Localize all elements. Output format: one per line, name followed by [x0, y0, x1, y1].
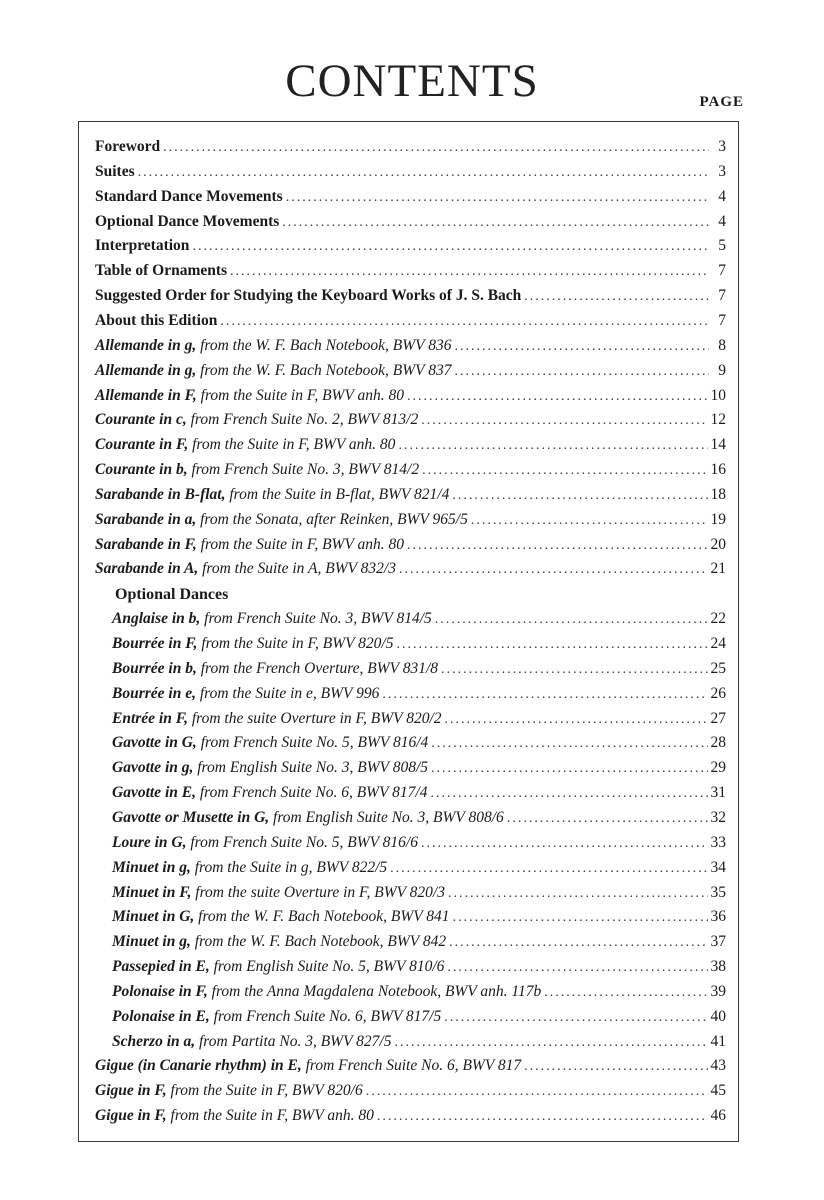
toc-entry-title	[112, 832, 418, 854]
piece-source: from the Suite in B-flat, BWV 821/4	[229, 485, 450, 503]
section-heading-optional-dances: Optional Dances	[115, 586, 229, 604]
piece-name: Bourrée in F,	[112, 635, 198, 652]
piece-name: Sarabande in a,	[95, 510, 197, 528]
toc-entry	[95, 385, 726, 407]
piece-source: from French Suite No. 6, BWV 817/4	[199, 784, 428, 802]
toc-entry-title	[112, 658, 438, 680]
dot-leader	[524, 1056, 707, 1078]
piece-name: Bourrée in e,	[112, 684, 196, 702]
toc-entry	[112, 782, 726, 804]
page-number: 41	[710, 1032, 726, 1050]
dot-leader	[430, 783, 707, 805]
piece-source: from French Suite No. 3, BWV 814/5	[204, 610, 432, 628]
toc-entry	[95, 235, 726, 257]
dot-leader	[286, 187, 709, 209]
toc-entry	[112, 906, 726, 928]
toc-entry	[112, 931, 726, 953]
toc-entry-title	[112, 633, 393, 655]
page-number: 7	[718, 262, 726, 280]
piece-name: Minuet in F,	[112, 883, 192, 901]
page-number: 4	[718, 187, 726, 205]
page-number: 19	[710, 510, 726, 528]
dot-leader	[449, 932, 707, 954]
toc-entry-title: Standard Dance Movements	[95, 187, 283, 205]
toc-entry-title	[112, 882, 445, 904]
piece-source: from French Suite No. 2, BWV 813/2	[190, 411, 419, 429]
piece-source: from the suite Overture in F, BWV 820/3	[195, 883, 445, 901]
toc-entry	[95, 310, 726, 332]
page-number: 20	[710, 535, 726, 553]
dot-leader	[441, 659, 707, 681]
toc-entry	[112, 757, 726, 779]
piece-name: Sarabande in F,	[95, 535, 197, 553]
toc-entry-title: Suggested Order for Studying the Keyboard Works of J. S. Bach	[95, 287, 522, 305]
page-number: 46	[710, 1107, 726, 1125]
piece-name: Polonaise in E,	[112, 1007, 210, 1025]
dot-leader	[453, 907, 708, 929]
toc-entry	[95, 260, 726, 282]
toc-entry	[95, 459, 726, 481]
piece-name: Loure in G,	[112, 833, 187, 851]
piece-name: Allemande in g,	[95, 336, 197, 354]
toc-entry-title	[95, 434, 395, 456]
page-number: 33	[710, 833, 726, 851]
page-number: 3	[718, 138, 726, 155]
page-number: 5	[718, 237, 726, 255]
page-number: 24	[710, 635, 726, 652]
page-number: 9	[718, 361, 726, 379]
dot-leader	[396, 634, 707, 656]
piece-source: from the Suite in F, BWV 820/6	[170, 1082, 363, 1100]
page-number: 7	[718, 311, 726, 329]
toc-entry	[112, 882, 726, 904]
piece-name: Courante in F,	[95, 436, 189, 454]
piece-source: from the Suite in F, BWV anh. 80	[200, 535, 405, 553]
toc-entry-title	[95, 459, 419, 481]
piece-name: Courante in c,	[95, 411, 187, 429]
toc-entry	[112, 857, 726, 879]
toc-entry-title	[95, 509, 468, 531]
page-number: 22	[710, 610, 726, 628]
piece-name: Anglaise in b,	[112, 610, 201, 628]
page-number: 4	[718, 212, 726, 230]
dot-leader	[220, 311, 709, 333]
piece-name: Bourrée in b,	[112, 659, 197, 677]
toc-entry	[112, 981, 726, 1003]
piece-source: from the Suite in g, BWV 822/5	[194, 858, 388, 876]
toc-entry-title: Optional Dance Movements	[95, 212, 280, 230]
page-number: 25	[710, 659, 726, 677]
dot-leader	[407, 386, 707, 408]
dot-leader	[524, 286, 709, 308]
page-title: CONTENTS	[285, 55, 539, 107]
toc-entry	[95, 558, 726, 580]
page-number: 40	[710, 1007, 726, 1025]
toc-entry	[95, 136, 726, 158]
piece-name: Allemande in g,	[95, 361, 197, 379]
piece-source: from French Suite No. 6, BWV 817	[305, 1057, 522, 1075]
piece-source: from French Suite No. 6, BWV 817/5	[213, 1007, 442, 1025]
piece-name: Entrée in F,	[112, 709, 188, 727]
toc-entry	[112, 633, 726, 655]
dot-leader	[163, 137, 709, 159]
dot-leader	[398, 435, 707, 457]
dot-leader	[435, 609, 708, 631]
page-number: 12	[710, 411, 726, 429]
toc-entry	[95, 434, 726, 456]
toc-entry	[112, 832, 726, 854]
dot-leader	[507, 808, 708, 830]
page-number: 37	[710, 933, 726, 951]
dot-leader	[444, 1007, 707, 1029]
toc-entry-title	[112, 956, 444, 978]
toc-entry	[112, 658, 726, 680]
toc-entry-title	[95, 360, 452, 382]
dot-leader	[421, 833, 708, 855]
toc-entry-title	[112, 981, 541, 1003]
toc-entry	[112, 1006, 726, 1028]
piece-name: Gavotte in E,	[112, 784, 196, 802]
page-number: 36	[710, 908, 726, 926]
toc-entry-title	[112, 757, 428, 779]
piece-name: Sarabande in B-flat,	[95, 485, 226, 503]
toc-entry-title	[95, 534, 404, 556]
page-column-label: PAGE	[699, 94, 744, 110]
dot-leader	[471, 510, 708, 532]
toc-entry	[112, 608, 726, 630]
toc-entry-title	[95, 1080, 363, 1102]
toc-entry-title: About this Edition	[95, 311, 218, 329]
toc-entry-title	[112, 857, 387, 879]
piece-source: from the Anna Magdalena Notebook, BWV anh. 117b	[211, 982, 542, 1000]
piece-source: from English Suite No. 3, BWV 808/5	[197, 759, 429, 777]
toc-entry	[95, 484, 726, 506]
page-number: 45	[710, 1082, 726, 1100]
toc-entry-title: Foreword	[95, 138, 161, 155]
toc-entry-title: Interpretation	[95, 237, 190, 255]
toc-entry	[95, 335, 726, 357]
piece-name: Allemande in F,	[95, 386, 197, 404]
toc-entry-title	[95, 385, 404, 407]
dot-leader	[452, 485, 707, 507]
piece-source: from the French Overture, BWV 831/8	[200, 659, 439, 677]
toc-entry-title	[112, 906, 450, 928]
toc-entry	[112, 708, 726, 730]
toc-entry-title: Suites	[95, 162, 135, 180]
piece-name: Minuet in g,	[112, 933, 191, 951]
piece-source: from English Suite No. 3, BWV 808/6	[273, 808, 504, 826]
toc-entry	[112, 732, 726, 754]
toc-entry-title	[95, 409, 418, 431]
page-number: 10	[710, 386, 726, 404]
toc-entry-title	[95, 484, 449, 506]
toc-entry	[95, 534, 726, 556]
dot-leader	[282, 212, 709, 234]
dot-leader	[390, 858, 707, 880]
toc-entry	[95, 1080, 726, 1102]
piece-name: Minuet in g,	[112, 858, 191, 876]
piece-name: Sarabande in A,	[95, 560, 199, 578]
dot-leader	[382, 684, 707, 706]
dot-leader	[447, 957, 707, 979]
toc-entry-title	[112, 732, 428, 754]
toc-entry-title	[95, 1105, 374, 1127]
piece-source: from the Suite in F, BWV anh. 80	[192, 436, 396, 454]
toc-entry	[95, 1105, 726, 1127]
contents-box	[78, 121, 739, 1142]
toc-entry-title	[112, 1031, 391, 1053]
dot-leader	[399, 559, 708, 581]
page-number: 3	[718, 162, 726, 180]
dot-leader	[448, 883, 708, 905]
dot-leader	[455, 361, 710, 383]
toc-entry-title: Table of Ornaments	[95, 262, 228, 280]
page-number: 21	[710, 560, 726, 578]
dot-leader	[422, 460, 707, 482]
piece-source: from the W. F. Bach Notebook, BWV 837	[200, 361, 452, 379]
page-number: 29	[710, 759, 726, 777]
piece-source: from the W. F. Bach Notebook, BWV 842	[194, 933, 447, 951]
page-number: 31	[710, 784, 726, 802]
piece-source: from French Suite No. 3, BWV 814/2	[191, 461, 420, 479]
toc-entry	[95, 360, 726, 382]
piece-source: from Partita No. 3, BWV 827/5	[199, 1032, 392, 1050]
dot-leader	[431, 758, 707, 780]
dot-leader	[455, 336, 710, 358]
page-number: 16	[710, 461, 726, 479]
page-number: 7	[718, 287, 726, 305]
piece-name: Minuet in G,	[112, 908, 195, 926]
page-number: 28	[710, 734, 726, 752]
toc-entry-title	[95, 335, 452, 357]
toc-entry-title	[112, 683, 379, 705]
piece-source: from the W. F. Bach Notebook, BWV 841	[198, 908, 450, 926]
page-number: 38	[710, 958, 726, 976]
dot-leader	[407, 535, 707, 557]
page-number: 27	[710, 709, 726, 727]
toc-entry-title	[112, 931, 446, 953]
piece-name: Scherzo in a,	[112, 1032, 196, 1050]
toc-entry-title	[112, 608, 432, 630]
toc-entry	[95, 161, 726, 183]
toc-entry	[112, 1031, 726, 1053]
toc-entry-title	[95, 558, 396, 580]
page-number: 39	[710, 982, 726, 1000]
piece-source: from English Suite No. 5, BWV 810/6	[213, 958, 445, 976]
piece-source: from the Suite in A, BWV 832/3	[202, 560, 396, 578]
dot-leader	[394, 1032, 707, 1054]
dot-leader	[230, 261, 709, 283]
page-number: 26	[710, 684, 726, 702]
toc-entry	[95, 186, 726, 208]
toc-entry	[95, 1055, 726, 1077]
page-number: 32	[710, 808, 726, 826]
dot-leader	[192, 236, 709, 258]
dot-leader	[421, 410, 707, 432]
page-number: 35	[710, 883, 726, 901]
dot-leader	[138, 162, 709, 184]
toc-entry-title	[112, 708, 442, 730]
toc-entry	[95, 509, 726, 531]
toc-entry-title	[112, 782, 427, 804]
piece-source: from the Suite in F, BWV 820/5	[201, 635, 394, 652]
piece-name: Gavotte or Musette in G,	[112, 808, 270, 826]
page-number: 8	[718, 336, 726, 354]
toc-entry	[112, 807, 726, 829]
piece-name: Passepied in E,	[112, 958, 210, 976]
piece-source: from the suite Overture in F, BWV 820/2	[191, 709, 442, 727]
piece-source: from the Suite in F, BWV anh. 80	[170, 1107, 374, 1125]
toc-entry-title	[112, 1006, 441, 1028]
dot-leader	[431, 733, 707, 755]
piece-source: from the W. F. Bach Notebook, BWV 836	[200, 336, 452, 354]
dot-leader	[445, 709, 708, 731]
toc-entry	[112, 956, 726, 978]
piece-source: from the Sonata, after Reinken, BWV 965/5	[200, 510, 468, 528]
piece-source: from French Suite No. 5, BWV 816/4	[200, 734, 429, 752]
piece-source: from the Suite in F, BWV anh. 80	[200, 386, 405, 404]
toc-entry	[95, 285, 726, 307]
piece-name: Gigue in F,	[95, 1107, 167, 1125]
page-number: 34	[710, 858, 726, 876]
piece-source: from the Suite in e, BWV 996	[199, 684, 380, 702]
piece-name: Gigue in F,	[95, 1082, 167, 1100]
piece-source: from French Suite No. 5, BWV 816/6	[190, 833, 418, 851]
page-number: 43	[710, 1057, 726, 1075]
toc-entry	[95, 211, 726, 233]
toc-entry-title	[95, 1055, 521, 1077]
toc-entry-title	[112, 807, 504, 829]
toc-entry	[95, 409, 726, 431]
page-number: 18	[710, 485, 726, 503]
dot-leader	[366, 1081, 708, 1103]
piece-name: Courante in b,	[95, 461, 188, 479]
page-number: 14	[710, 436, 726, 454]
piece-name: Gavotte in G,	[112, 734, 197, 752]
piece-name: Polonaise in F,	[112, 982, 208, 1000]
piece-name: Gavotte in g,	[112, 759, 194, 777]
dot-leader	[544, 982, 707, 1004]
piece-name: Gigue (in Canarie rhythm) in E,	[95, 1057, 302, 1075]
dot-leader	[377, 1106, 708, 1128]
toc-entry	[112, 683, 726, 705]
